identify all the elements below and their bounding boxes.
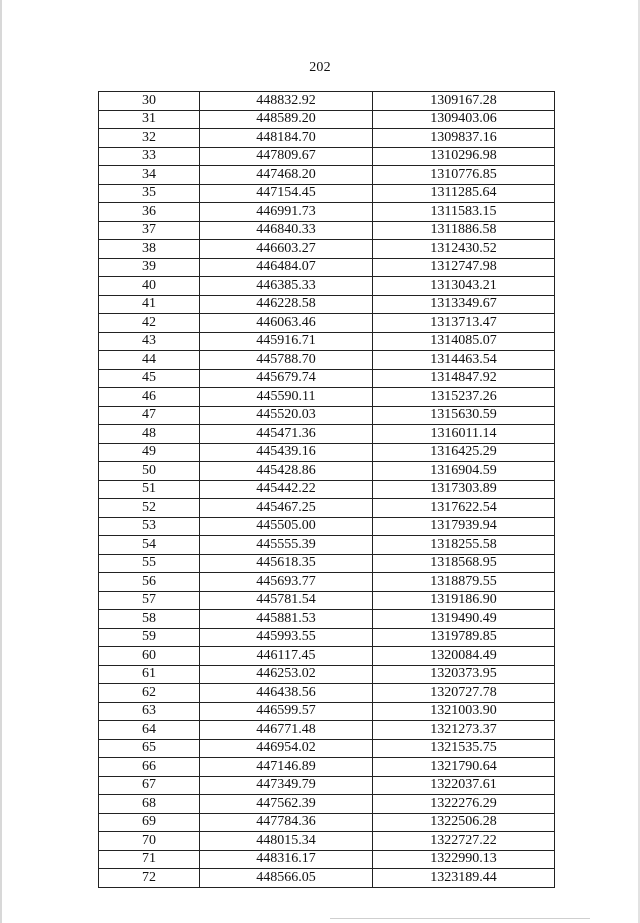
y-coordinate-cell: 1310296.98 xyxy=(373,147,555,166)
y-coordinate-cell: 1322276.29 xyxy=(373,795,555,814)
table-row xyxy=(99,850,555,869)
y-coordinate-cell: 1315237.26 xyxy=(373,388,555,407)
y-coordinate-cell: 1314847.92 xyxy=(373,369,555,388)
table-row xyxy=(99,258,555,277)
point-number-cell: 40 xyxy=(99,277,200,296)
y-coordinate-cell: 1322037.61 xyxy=(373,776,555,795)
x-coordinate-cell: 448832.92 xyxy=(200,92,373,111)
x-coordinate-cell: 448566.05 xyxy=(200,869,373,888)
point-number-cell: 48 xyxy=(99,425,200,444)
x-coordinate-cell: 445788.70 xyxy=(200,351,373,370)
x-coordinate-cell: 446771.48 xyxy=(200,721,373,740)
y-coordinate-cell: 1322727.22 xyxy=(373,832,555,851)
y-coordinate-cell: 1311285.64 xyxy=(373,184,555,203)
x-coordinate-cell: 446063.46 xyxy=(200,314,373,333)
y-coordinate-cell: 1318879.55 xyxy=(373,573,555,592)
table-row xyxy=(99,480,555,499)
table-row xyxy=(99,240,555,259)
table-row xyxy=(99,129,555,148)
point-number-cell: 46 xyxy=(99,388,200,407)
y-coordinate-cell: 1322990.13 xyxy=(373,850,555,869)
x-coordinate-cell: 445781.54 xyxy=(200,591,373,610)
table-row xyxy=(99,110,555,129)
table-row xyxy=(99,610,555,629)
y-coordinate-cell: 1321273.37 xyxy=(373,721,555,740)
y-coordinate-cell: 1319490.49 xyxy=(373,610,555,629)
x-coordinate-cell: 446599.57 xyxy=(200,702,373,721)
y-coordinate-cell: 1318568.95 xyxy=(373,554,555,573)
table-row xyxy=(99,776,555,795)
y-coordinate-cell: 1316011.14 xyxy=(373,425,555,444)
x-coordinate-cell: 448184.70 xyxy=(200,129,373,148)
y-coordinate-cell: 1316904.59 xyxy=(373,462,555,481)
x-coordinate-cell: 445439.16 xyxy=(200,443,373,462)
x-coordinate-cell: 445442.22 xyxy=(200,480,373,499)
table-row xyxy=(99,758,555,777)
point-number-cell: 37 xyxy=(99,221,200,240)
y-coordinate-cell: 1318255.58 xyxy=(373,536,555,555)
x-coordinate-cell: 445590.11 xyxy=(200,388,373,407)
y-coordinate-cell: 1317303.89 xyxy=(373,480,555,499)
point-number-cell: 65 xyxy=(99,739,200,758)
point-number-cell: 58 xyxy=(99,610,200,629)
point-number-cell: 70 xyxy=(99,832,200,851)
x-coordinate-cell: 447809.67 xyxy=(200,147,373,166)
point-number-cell: 72 xyxy=(99,869,200,888)
y-coordinate-cell: 1313713.47 xyxy=(373,314,555,333)
page-number: 202 xyxy=(309,60,331,75)
table-row xyxy=(99,832,555,851)
point-number-cell: 63 xyxy=(99,702,200,721)
x-coordinate-cell: 445471.36 xyxy=(200,425,373,444)
table-row xyxy=(99,277,555,296)
table-row xyxy=(99,203,555,222)
table-row xyxy=(99,517,555,536)
x-coordinate-cell: 446438.56 xyxy=(200,684,373,703)
y-coordinate-cell: 1314085.07 xyxy=(373,332,555,351)
x-coordinate-cell: 448015.34 xyxy=(200,832,373,851)
x-coordinate-cell: 446484.07 xyxy=(200,258,373,277)
x-coordinate-cell: 446385.33 xyxy=(200,277,373,296)
y-coordinate-cell: 1311886.58 xyxy=(373,221,555,240)
x-coordinate-cell: 448589.20 xyxy=(200,110,373,129)
table-row xyxy=(99,647,555,666)
point-number-cell: 59 xyxy=(99,628,200,647)
table-row xyxy=(99,388,555,407)
table-row xyxy=(99,628,555,647)
coordinate-table-body xyxy=(99,92,555,888)
y-coordinate-cell: 1315630.59 xyxy=(373,406,555,425)
y-coordinate-cell: 1320727.78 xyxy=(373,684,555,703)
point-number-cell: 71 xyxy=(99,850,200,869)
table-row xyxy=(99,369,555,388)
table-row xyxy=(99,332,555,351)
point-number-cell: 33 xyxy=(99,147,200,166)
table-row xyxy=(99,406,555,425)
y-coordinate-cell: 1312430.52 xyxy=(373,240,555,259)
y-coordinate-cell: 1323189.44 xyxy=(373,869,555,888)
x-coordinate-cell: 446840.33 xyxy=(200,221,373,240)
y-coordinate-cell: 1314463.54 xyxy=(373,351,555,370)
point-number-cell: 57 xyxy=(99,591,200,610)
y-coordinate-cell: 1321790.64 xyxy=(373,758,555,777)
x-coordinate-cell: 445993.55 xyxy=(200,628,373,647)
x-coordinate-cell: 446117.45 xyxy=(200,647,373,666)
table-row xyxy=(99,351,555,370)
x-coordinate-cell: 445505.00 xyxy=(200,517,373,536)
point-number-cell: 49 xyxy=(99,443,200,462)
table-row xyxy=(99,425,555,444)
x-coordinate-cell: 445881.53 xyxy=(200,610,373,629)
table-row xyxy=(99,443,555,462)
point-number-cell: 66 xyxy=(99,758,200,777)
x-coordinate-cell: 448316.17 xyxy=(200,850,373,869)
x-coordinate-cell: 445428.86 xyxy=(200,462,373,481)
point-number-cell: 38 xyxy=(99,240,200,259)
table-row xyxy=(99,869,555,888)
x-coordinate-cell: 447146.89 xyxy=(200,758,373,777)
table-row xyxy=(99,184,555,203)
point-number-cell: 34 xyxy=(99,166,200,185)
point-number-cell: 54 xyxy=(99,536,200,555)
table-row xyxy=(99,536,555,555)
x-coordinate-cell: 445467.25 xyxy=(200,499,373,518)
x-coordinate-cell: 445555.39 xyxy=(200,536,373,555)
table-row xyxy=(99,554,555,573)
y-coordinate-cell: 1320373.95 xyxy=(373,665,555,684)
point-number-cell: 67 xyxy=(99,776,200,795)
table-row xyxy=(99,739,555,758)
point-number-cell: 42 xyxy=(99,314,200,333)
y-coordinate-cell: 1311583.15 xyxy=(373,203,555,222)
y-coordinate-cell: 1317622.54 xyxy=(373,499,555,518)
x-coordinate-cell: 445679.74 xyxy=(200,369,373,388)
x-coordinate-cell: 447784.36 xyxy=(200,813,373,832)
point-number-cell: 43 xyxy=(99,332,200,351)
point-number-cell: 44 xyxy=(99,351,200,370)
point-number-cell: 39 xyxy=(99,258,200,277)
y-coordinate-cell: 1309403.06 xyxy=(373,110,555,129)
coordinate-table xyxy=(98,91,555,888)
y-coordinate-cell: 1313349.67 xyxy=(373,295,555,314)
point-number-cell: 51 xyxy=(99,480,200,499)
point-number-cell: 60 xyxy=(99,647,200,666)
point-number-cell: 64 xyxy=(99,721,200,740)
table-row xyxy=(99,295,555,314)
x-coordinate-cell: 446253.02 xyxy=(200,665,373,684)
table-row xyxy=(99,221,555,240)
point-number-cell: 52 xyxy=(99,499,200,518)
table-row xyxy=(99,499,555,518)
point-number-cell: 32 xyxy=(99,129,200,148)
x-coordinate-cell: 447468.20 xyxy=(200,166,373,185)
table-row xyxy=(99,462,555,481)
point-number-cell: 47 xyxy=(99,406,200,425)
table-row xyxy=(99,665,555,684)
point-number-cell: 41 xyxy=(99,295,200,314)
table-row xyxy=(99,166,555,185)
table-row xyxy=(99,314,555,333)
table-row xyxy=(99,573,555,592)
x-coordinate-cell: 445618.35 xyxy=(200,554,373,573)
point-number-cell: 36 xyxy=(99,203,200,222)
table-row xyxy=(99,92,555,111)
x-coordinate-cell: 445916.71 xyxy=(200,332,373,351)
y-coordinate-cell: 1320084.49 xyxy=(373,647,555,666)
y-coordinate-cell: 1312747.98 xyxy=(373,258,555,277)
table-row xyxy=(99,591,555,610)
x-coordinate-cell: 445693.77 xyxy=(200,573,373,592)
x-coordinate-cell: 445520.03 xyxy=(200,406,373,425)
y-coordinate-cell: 1321003.90 xyxy=(373,702,555,721)
x-coordinate-cell: 446954.02 xyxy=(200,739,373,758)
table-row xyxy=(99,147,555,166)
y-coordinate-cell: 1319789.85 xyxy=(373,628,555,647)
scan-edge-line xyxy=(330,918,590,919)
y-coordinate-cell: 1317939.94 xyxy=(373,517,555,536)
x-coordinate-cell: 447154.45 xyxy=(200,184,373,203)
x-coordinate-cell: 446603.27 xyxy=(200,240,373,259)
point-number-cell: 45 xyxy=(99,369,200,388)
y-coordinate-cell: 1313043.21 xyxy=(373,277,555,296)
table-row xyxy=(99,721,555,740)
point-number-cell: 30 xyxy=(99,92,200,111)
table-row xyxy=(99,813,555,832)
x-coordinate-cell: 446228.58 xyxy=(200,295,373,314)
x-coordinate-cell: 446991.73 xyxy=(200,203,373,222)
point-number-cell: 53 xyxy=(99,517,200,536)
y-coordinate-cell: 1322506.28 xyxy=(373,813,555,832)
point-number-cell: 56 xyxy=(99,573,200,592)
point-number-cell: 55 xyxy=(99,554,200,573)
y-coordinate-cell: 1319186.90 xyxy=(373,591,555,610)
y-coordinate-cell: 1316425.29 xyxy=(373,443,555,462)
y-coordinate-cell: 1309837.16 xyxy=(373,129,555,148)
y-coordinate-cell: 1321535.75 xyxy=(373,739,555,758)
y-coordinate-cell: 1309167.28 xyxy=(373,92,555,111)
point-number-cell: 68 xyxy=(99,795,200,814)
point-number-cell: 31 xyxy=(99,110,200,129)
point-number-cell: 69 xyxy=(99,813,200,832)
table-row xyxy=(99,795,555,814)
point-number-cell: 62 xyxy=(99,684,200,703)
table-row xyxy=(99,702,555,721)
point-number-cell: 35 xyxy=(99,184,200,203)
point-number-cell: 61 xyxy=(99,665,200,684)
y-coordinate-cell: 1310776.85 xyxy=(373,166,555,185)
point-number-cell: 50 xyxy=(99,462,200,481)
table-row xyxy=(99,684,555,703)
x-coordinate-cell: 447562.39 xyxy=(200,795,373,814)
x-coordinate-cell: 447349.79 xyxy=(200,776,373,795)
